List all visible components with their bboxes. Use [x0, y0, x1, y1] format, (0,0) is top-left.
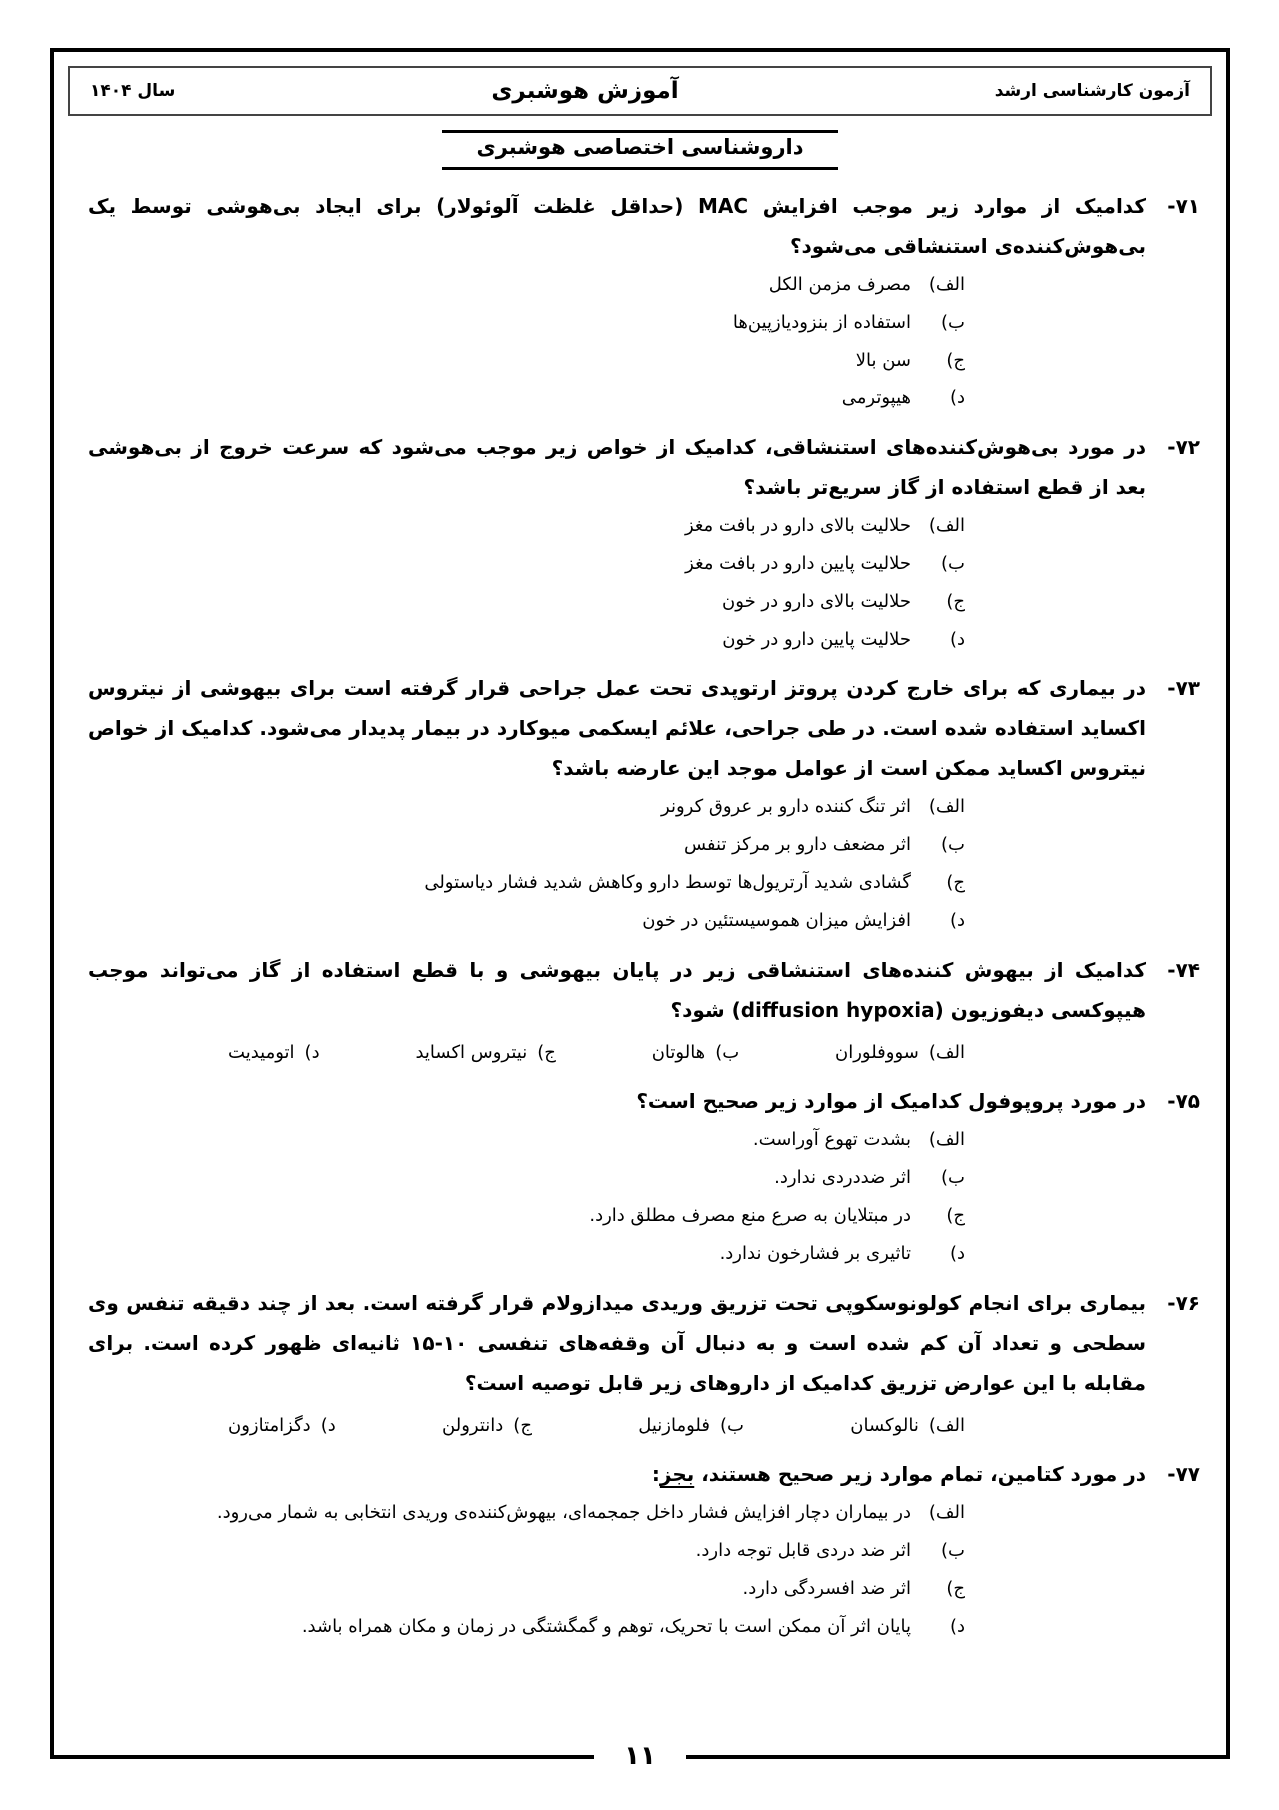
option-text: اثر ضددردی ندارد. — [774, 1167, 911, 1189]
stem-text: در مورد بی‌هوش‌کننده‌های استنشاقی، کدامیک از خواص زیر موجب می‌شود که سرعت خروج از بی‌هوشی بعد از قطع استفاده از گاز سریع‌تر باشد؟ — [88, 435, 1146, 500]
option-item — [88, 1235, 965, 1273]
question-stem — [88, 1283, 1146, 1403]
option-text: نیتروس اکساید — [415, 1041, 528, 1063]
option-text: هیپوترمی — [841, 387, 911, 409]
section-title: داروشناسی اختصاصی هوشبری — [442, 130, 837, 170]
question-stem-row — [88, 950, 1200, 1030]
question-stem — [88, 668, 1146, 788]
question-stem-row — [88, 1081, 1200, 1121]
option-text: اثر ضد افسردگی دارد. — [742, 1577, 911, 1599]
option-text: پایان اثر آن ممکن است با تحریک، توهم و گمگشتگی در زمان و مکان همراه باشد. — [301, 1615, 911, 1637]
option-item — [228, 1034, 320, 1072]
question-stem-row — [88, 427, 1200, 507]
exam-page-box — [50, 48, 1230, 1772]
stem-text: کدامیک از موارد زیر موجب افزایش MAC (حداقل غلظت آلوئولار) برای ایجاد بی‌هوشی توسط یک بی‌هوش‌کننده‌ی استنشاقی می‌شود؟ — [88, 194, 1146, 258]
option-text: سن بالا — [855, 349, 911, 371]
option-label: الف) — [928, 1414, 965, 1436]
option-item — [88, 266, 965, 304]
option-item — [88, 788, 965, 826]
option-label: ب) — [941, 1167, 965, 1189]
option-label: د) — [304, 1041, 320, 1063]
stem-text: کدامیک از بیهوش کننده‌های استنشاقی زیر در پایان بیهوشی و با قطع استفاده از گاز می‌تواند موجب هیپوکسی دیفوزیون (diffusion hypoxia) شود؟ — [88, 957, 1146, 1022]
question-number: ۷۷- — [1167, 1462, 1200, 1487]
options-vertical — [88, 266, 965, 417]
header-year: سال ۱۴۰۴ — [90, 81, 176, 101]
option-item — [88, 304, 965, 342]
question-block — [88, 1283, 1200, 1445]
options-vertical — [88, 788, 965, 939]
option-label: د) — [949, 1242, 965, 1264]
option-label: د) — [949, 1615, 965, 1637]
option-label: د) — [949, 909, 965, 931]
exam-header — [68, 66, 1212, 116]
option-item — [88, 1159, 965, 1197]
question-stem — [88, 186, 1146, 266]
option-text: تاثیری بر فشارخون ندارد. — [719, 1242, 911, 1264]
option-label: الف) — [928, 515, 965, 537]
option-item — [88, 902, 965, 940]
option-item — [835, 1034, 965, 1072]
option-label: ج) — [513, 1414, 532, 1436]
options-horizontal — [228, 1034, 965, 1072]
question-block — [88, 186, 1200, 417]
stem-text: در مورد کتامین، تمام موارد زیر صحیح هستند، — [694, 1462, 1146, 1487]
question-stem — [88, 1454, 1146, 1494]
option-text: دگزامتازون — [228, 1414, 311, 1436]
option-item — [88, 379, 965, 417]
option-text: استفاده از بنزودیازپین‌ها — [732, 311, 911, 333]
question-stem — [88, 427, 1146, 507]
option-label: ب) — [720, 1414, 744, 1436]
footer-line-right — [686, 1755, 1230, 1759]
question-stem-row — [88, 668, 1200, 788]
question-stem-row — [88, 1283, 1200, 1403]
option-label: ب) — [715, 1041, 740, 1063]
option-item — [638, 1407, 744, 1445]
option-text: در مبتلایان به صرع منع مصرف مطلق دارد. — [589, 1204, 911, 1226]
stem-text: در مورد پروپوفول کدامیک از موارد زیر صحیح است؟ — [636, 1089, 1146, 1114]
option-text: نالوکسان — [850, 1414, 919, 1436]
option-item — [88, 1494, 965, 1532]
option-label: ج) — [946, 1204, 965, 1226]
option-item — [442, 1407, 532, 1445]
option-text: گشادی شدید آرتریول‌ها توسط دارو وکاهش شدید فشار دیاستولی — [424, 871, 911, 893]
question-number: ۷۶- — [1167, 1290, 1200, 1315]
option-text: دانترولن — [442, 1414, 504, 1436]
option-text: افزایش میزان هموسیستئین در خون — [642, 909, 911, 931]
option-item — [88, 864, 965, 902]
option-label: ب) — [941, 311, 965, 333]
question-number: ۷۴- — [1167, 957, 1200, 982]
option-text: سووفلوران — [835, 1041, 919, 1063]
option-item — [88, 1570, 965, 1608]
option-text: در بیماران دچار افزایش فشار داخل جمجمه‌ای، بیهوش‌کننده‌ی وریدی انتخابی به شمار می‌رود. — [216, 1502, 911, 1524]
question-number: ۷۵- — [1167, 1089, 1200, 1114]
option-text: اثر تنگ کننده دارو بر عروق کرونر — [661, 796, 911, 818]
option-label: ج) — [946, 349, 965, 371]
questions-list — [68, 180, 1212, 1646]
option-label: الف) — [928, 274, 965, 295]
stem-text: در بیماری که برای خارج کردن پروتز ارتوپدی تحت عمل جراحی قرار گرفته است برای بیهوشی از نیتروس اکساید استفاده شده است. در طی جراحی، علائم ایسکمی میوکارد در بیمار پدیدار می‌شود. کدامیک از خواص نیتروس اکساید ممکن است از عوامل موجد این عارضه باشد؟ — [88, 676, 1146, 781]
question-number: ۷۲- — [1167, 435, 1200, 460]
option-label: ج) — [946, 1577, 965, 1599]
option-label: د) — [320, 1414, 336, 1436]
option-text: مصرف مزمن الکل — [768, 274, 911, 295]
question-stem — [88, 1081, 1146, 1121]
stem-text: بیماری برای انجام کولونوسکوپی تحت تزریق وریدی میدازولام قرار گرفته است. بعد از چند دقیقه تنفس وی سطحی و تعداد آن کم شده است و به دنبال آن وقفه‌های تنفسی ۱۰-۱۵ ثانیه‌ای ظهور کرده است. برای مقابله با این عوارض تزریق کدامیک از داروهای زیر قابل توصیه است؟ — [88, 1290, 1147, 1395]
option-text: حلالیت پایین دارو در خون — [722, 628, 911, 650]
option-label: ج) — [537, 1041, 556, 1063]
option-text: حلالیت بالای دارو در خون — [722, 590, 911, 612]
question-number: ۷۳- — [1167, 676, 1200, 701]
options-vertical — [88, 507, 965, 658]
option-label: ب) — [941, 1540, 965, 1562]
option-item — [850, 1407, 965, 1445]
header-course-title: آموزش هوشبری — [491, 78, 679, 104]
option-item — [88, 1608, 965, 1646]
header-exam-type: آزمون کارشناسی ارشد — [994, 81, 1190, 101]
option-label: ج) — [946, 590, 965, 612]
option-item — [88, 621, 965, 659]
option-item — [88, 1197, 965, 1235]
option-label: الف) — [928, 1129, 965, 1151]
option-item — [88, 583, 965, 621]
option-item — [88, 507, 965, 545]
option-item — [88, 826, 965, 864]
options-horizontal — [228, 1407, 965, 1445]
question-stem-row — [88, 1454, 1200, 1494]
question-block — [88, 427, 1200, 658]
page-number: ۱۱ — [624, 1741, 656, 1772]
option-label: الف) — [928, 1041, 965, 1063]
option-item — [88, 545, 965, 583]
question-number: ۷۱- — [1167, 194, 1200, 218]
options-vertical — [88, 1121, 965, 1272]
option-text: اثر مضعف دارو بر مرکز تنفس — [683, 834, 911, 856]
option-text: بشدت تهوع آوراست. — [752, 1129, 911, 1151]
option-label: د) — [949, 387, 965, 409]
option-label: الف) — [928, 1502, 965, 1524]
question-block — [88, 1081, 1200, 1272]
option-text: فلومازنیل — [638, 1414, 710, 1436]
option-text: هالوتان — [651, 1041, 706, 1063]
stem-emphasis-underlined: بجز — [659, 1462, 695, 1487]
options-vertical — [88, 1494, 965, 1645]
option-text: اثر ضد دردی قابل توجه دارد. — [695, 1540, 911, 1562]
footer-line-left — [50, 1755, 594, 1759]
question-block — [88, 668, 1200, 939]
option-text: حلالیت بالای دارو در بافت مغز — [684, 515, 911, 537]
option-item — [88, 1532, 965, 1570]
question-stem — [88, 950, 1146, 1030]
stem-text: : — [651, 1462, 660, 1487]
question-stem-row — [88, 186, 1200, 266]
option-label: ج) — [946, 871, 965, 893]
option-text: حلالیت پایین دارو در بافت مغز — [685, 552, 911, 574]
option-item — [652, 1034, 739, 1072]
option-item — [88, 342, 965, 380]
option-item — [88, 1121, 965, 1159]
question-block — [88, 950, 1200, 1072]
option-item — [228, 1407, 336, 1445]
option-label: ب) — [941, 552, 965, 574]
option-label: الف) — [928, 796, 965, 818]
question-block — [88, 1454, 1200, 1645]
option-label: ب) — [941, 834, 965, 856]
option-text: اتومیدیت — [228, 1041, 295, 1063]
option-label: د) — [949, 628, 965, 650]
page-footer — [50, 1742, 1230, 1771]
option-item — [415, 1034, 555, 1072]
